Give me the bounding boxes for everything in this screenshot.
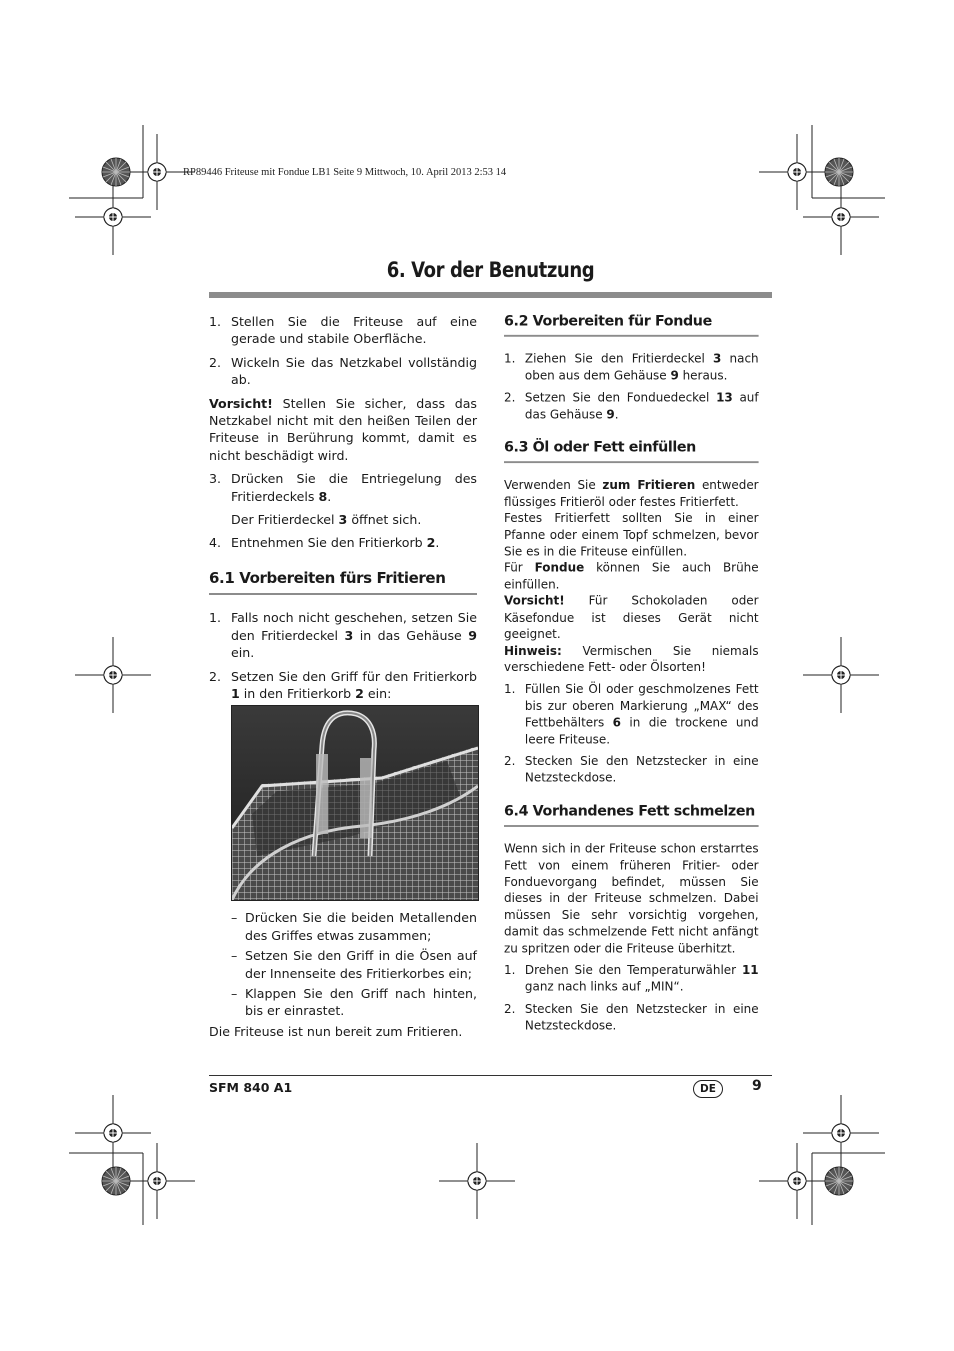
- list-item: 1. Stellen Sie die Friteuse auf eine gerade und stabile Oberfläche.: [209, 314, 477, 347]
- paragraph: Wenn sich in der Friteuse schon erstarrtes Fett von einem früheren Fritier- oder Fonduevorgang befindet, müssen Sie dieses in der Friteuse schmelzen. Dabei müssen Sie sehr vorsichtig vorgehen, damit das schmelzende Fett nicht anfängt zu spritzen oder die Friteuse überhitzt.: [504, 841, 759, 955]
- section-6-1-heading: 6.1 Vorbereiten fürs Fritieren: [209, 570, 477, 595]
- paragraph: Verwenden Sie zum Fritieren entweder flüssiges Fritieröl oder festes Fritierfett.: [504, 477, 759, 509]
- page-title: 6. Vor der Benutzung: [386, 258, 595, 282]
- section-6-3-heading: 6.3 Öl oder Fett einfüllen: [504, 439, 759, 463]
- paragraph: Festes Fritierfett sollten Sie in einer Pfanne oder einem Topf schmelzen, bevor Sie es in die Friteuse einfüllen.: [504, 510, 759, 559]
- list-item: 1. Drehen Sie den Temperaturwähler 11 ganz nach links auf „MIN“.: [504, 962, 759, 994]
- list-item: 1. Falls noch nicht geschehen, setzen Sie den Fritierdeckel 3 in das Gehäuse 9 ein.: [209, 610, 478, 661]
- language-badge: DE: [693, 1080, 723, 1098]
- section-6-2-heading: 6.2 Vorbereiten für Fondue: [504, 313, 759, 337]
- list-item: 1. Füllen Sie Öl oder geschmolzenes Fett bis zur oberen Markierung „MAX“ des Fettbehälters 6 in die trockene und leere Friteuse.: [504, 681, 759, 746]
- fryer-basket-photo: [231, 705, 479, 901]
- list-item: 2. Stecken Sie den Netzstecker in eine Netzsteckdose.: [504, 1001, 759, 1033]
- caution-note: Vorsicht! Für Schokoladen oder Käsefondue ist dieses Gerät nicht geeignet.: [504, 593, 759, 641]
- left-column: [209, 313, 477, 1040]
- list-item: 4. Entnehmen Sie den Fritierkorb 2.: [209, 535, 440, 551]
- list-item: – Drücken Sie die beiden Metallenden des Griffes etwas zusammen;: [231, 910, 477, 943]
- list-item: – Setzen Sie den Griff in die Ösen auf der Innenseite des Fritierkorbes ein;: [231, 948, 477, 981]
- hint-note: Hinweis: Vermischen Sie niemals verschiedene Fett- oder Ölsorten!: [504, 643, 759, 674]
- list-item: 3. Drücken Sie die Entriegelung des Fritierdeckels 8.: [209, 471, 477, 504]
- list-item: 1. Ziehen Sie den Fritierdeckel 3 nach oben aus dem Gehäuse 9 heraus.: [504, 351, 759, 383]
- print-header: RP89446 Friteuse mit Fondue LB1 Seite 9 Mittwoch, 10. April 2013 2:53 14: [183, 167, 507, 178]
- list-item: 2. Stecken Sie den Netzstecker in eine Netzsteckdose.: [504, 753, 759, 785]
- footer-divider: [209, 1075, 772, 1076]
- footer-model: SFM 840 A1: [209, 1080, 293, 1095]
- title-divider: [209, 292, 772, 298]
- section-6-4-heading: 6.4 Vorhandenes Fett schmelzen: [504, 803, 759, 827]
- list-item: – Klappen Sie den Griff nach hinten, bis er einrastet.: [231, 985, 477, 1019]
- paragraph: Für Fondue können Sie auch Brühe einfüllen.: [504, 560, 759, 592]
- list-item: 2. Wickeln Sie das Netzkabel vollständig ab.: [209, 354, 477, 388]
- page-number: 9: [752, 1078, 762, 1094]
- step-result: Der Fritierdeckel 3 öffnet sich.: [231, 512, 422, 528]
- list-item: 2. Setzen Sie den Fonduedeckel 13 auf das Gehäuse 9.: [504, 390, 759, 421]
- caution-note: Vorsicht! Stellen Sie sicher, dass das Netzkabel nicht mit den heißen Teilen der Friteuse in Berührung kommt, damit es nicht beschädigt wird.: [209, 395, 477, 463]
- section-6-1-conclusion: Die Friteuse ist nun bereit zum Fritieren.: [209, 1023, 463, 1039]
- right-column: [504, 313, 759, 1039]
- list-item: 2. Setzen Sie den Griff für den Fritierkorb 1 in den Fritierkorb 2 ein:: [209, 668, 477, 701]
